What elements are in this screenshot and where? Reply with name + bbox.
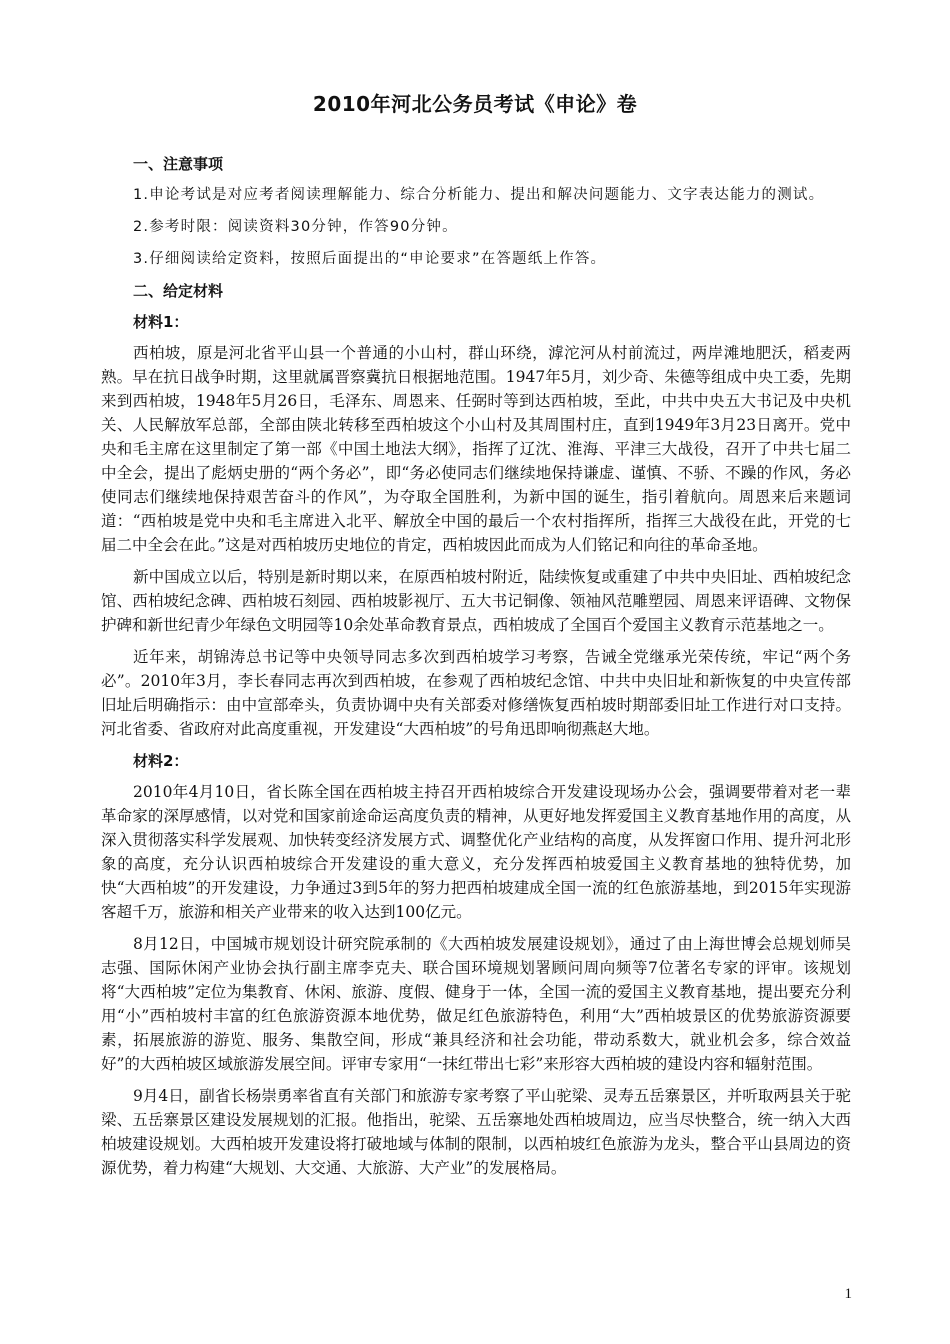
material-paragraph: 西柏坡，原是河北省平山县一个普通的小山村，群山环绕，滹沱河从村前流过，两岸滩地肥沃，稻麦两熟。早在抗日战争时期，这里就属晋察冀抗日根据地范围。1947年5月，刘少奇、朱德等组成中央工委，先期来到西柏坡，1948年5月26日，毛泽东、周恩来、任弼时等到达西柏坡，至此，中共中央五大书记及中央机关、人民解放军总部，全部由陕北转移至西柏坡这个小山村及其周围村庄，直到1949年3月23日离开。党中央和毛主席在这里制定了第一部《中国土地法大纲》，指挥了辽沈、淮海、平津三大战役，召开了中共七届二中全会，提出了彪炳史册的“两个务必”，即“务必使同志们继续地保持谦虚、谨慎、不骄、不躁的作风，务必使同志们继续地保持艰苦奋斗的作风”，为夺取全国胜利，为新中国的诞生，指引着航向。周恩来后来题词道：“西柏坡是党中央和毛主席进入北平、解放全中国的最后一个农村指挥所，指挥三大战役在此，开党的七届二中全会在此。”这是对西柏坡历史地位的肯定，西柏坡因此而成为人们铭记和向往的革命圣地。	[101, 344, 851, 554]
material-paragraph: 9月4日，副省长杨崇勇率省直有关部门和旅游专家考察了平山驼梁、灵寿五岳寨景区，并听取两县关于驼梁、五岳寨景区建设发展规划的汇报。他指出，驼梁、五岳寨地处西柏坡周边，应当尽快整合，统一纳入大西柏坡建设规划。大西柏坡开发建设将打破地域与体制的限制，以西柏坡红色旅游为龙头，整合平山县周边的资源优势，着力构建“大规划、大交通、大旅游、大产业”的发展格局。	[101, 1087, 851, 1177]
note-item: 1.申论考试是对应考者阅读理解能力、综合分析能力、提出和解决问题能力、文字表达能力的测试。	[133, 187, 825, 203]
material-paragraph: 8月12日，中国城市规划设计研究院承制的《大西柏坡发展建设规划》，通过了由上海世博会总规划师吴志强、国际休闲产业协会执行副主席李克夫、联合国环境规划署顾问周向频等7位著名专家的评审。该规划将“大西柏坡”定位为集教育、休闲、旅游、度假、健身于一体，全国一流的爱国主义教育基地，提出要充分利用“小”西柏坡村丰富的红色旅游资源本地优势，做足红色旅游特色，利用“大”西柏坡景区的优势旅游资源要素，拓展旅游的游览、服务、集散空间，形成“兼具经济和社会功能，带动系数大，就业机会多，综合效益好”的大西柏坡区域旅游发展空间。评审专家用“一抹红带出七彩”来形容大西柏坡的建设内容和辐射范围。	[101, 935, 851, 1073]
document-title: 2010年河北公务员考试《申论》卷	[312, 92, 638, 116]
material-paragraph: 近年来，胡锦涛总书记等中央领导同志多次到西柏坡学习考察，告诫全党继承光荣传统，牢记“两个务必”。2010年3月，李长春同志再次到西柏坡，在参观了西柏坡纪念馆、中共中央旧址和新恢复的中央宣传部旧址后明确指示：由中宣部牵头，负责协调中央有关部委对修缮恢复西柏坡时期部委旧址工作进行对口支持。河北省委、省政府对此高度重视，开发建设“大西柏坡”的号角迅即响彻燕赵大地。	[101, 648, 851, 738]
material-paragraph: 新中国成立以后，特别是新时期以来，在原西柏坡村附近，陆续恢复或重建了中共中央旧址、西柏坡纪念馆、西柏坡纪念碑、西柏坡石刻园、西柏坡影视厅、五大书记铜像、领袖风范雕塑园、周恩来评语碑、文物保护碑和新世纪青少年绿色文明园等10余处革命教育景点，西柏坡成了全国百个爱国主义教育示范基地之一。	[101, 568, 851, 634]
material-paragraph: 2010年4月10日，省长陈全国在西柏坡主持召开西柏坡综合开发建设现场办公会，强调要带着对老一辈革命家的深厚感情，以对党和国家前途命运高度负责的精神，从更好地发挥爱国主义教育基地作用的高度，从深入贯彻落实科学发展观、加快转变经济发展方式、调整优化产业结构的高度，从发挥窗口作用、提升河北形象的高度，充分认识西柏坡综合开发建设的重大意义，充分发挥西柏坡爱国主义教育基地的独特优势，加快“大西柏坡”的开发建设，力争通过3到5年的努力把西柏坡建成全国一流的红色旅游基地，到2015年实现游客超千万，旅游和相关产业带来的收入达到100亿元。	[101, 783, 851, 921]
material-label: 材料1：	[133, 313, 189, 331]
section-heading-notes: 一、注意事项	[133, 155, 224, 173]
note-item: 3.仔细阅读给定资料，按照后面提出的“申论要求”在答题纸上作答。	[133, 251, 607, 267]
note-item: 2.参考时限：阅读资料30分钟，作答90分钟。	[133, 219, 458, 235]
document-body	[101, 152, 851, 1188]
section-heading-materials: 二、给定材料	[133, 282, 224, 300]
material-label: 材料2：	[133, 752, 189, 770]
page-number: 1	[844, 1286, 852, 1302]
